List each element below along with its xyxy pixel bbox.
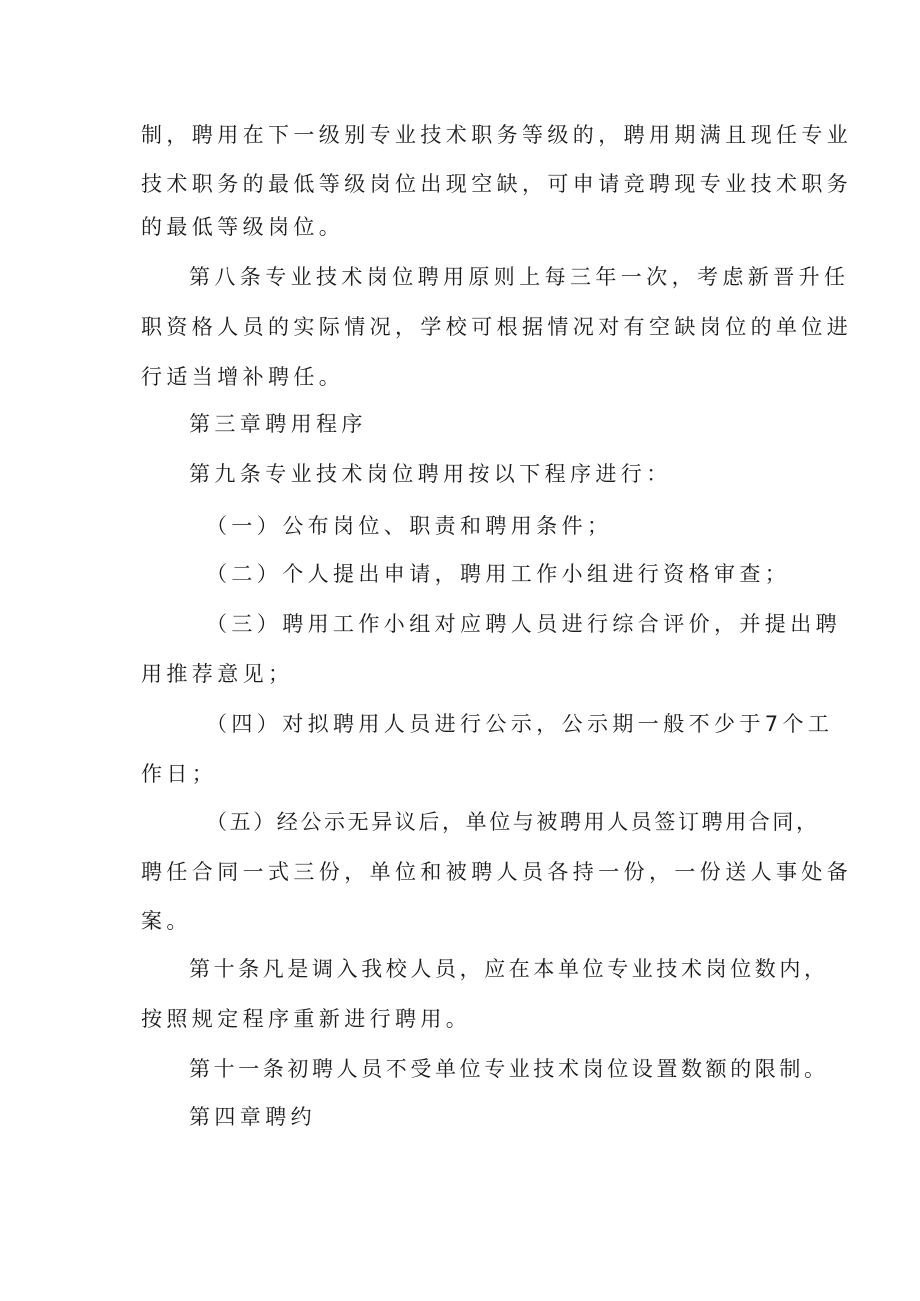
paragraph-line: 的最低等级岗位。 — [141, 215, 345, 239]
list-item-1: （一）公布岗位、职责和聘用条件； — [206, 514, 613, 538]
list-item-4: （四）对拟聘用人员进行公示，公示期一般不少于7个工 — [206, 712, 834, 736]
list-item-3: （三）聘用工作小组对应聘人员进行综合评价，并提出聘 — [206, 612, 841, 636]
article-11-line: 第十一条初聘人员不受单位专业技术岗位设置数额的限制。 — [189, 1057, 829, 1081]
article-10-line: 第十条凡是调入我校人员，应在本单位专业技术岗位数内， — [189, 957, 829, 981]
chapter-4-heading: 第四章聘约 — [189, 1105, 316, 1129]
list-item-2: （二）个人提出申请，聘用工作小组进行资格审查； — [206, 562, 791, 586]
paragraph-line: 制，聘用在下一级别专业技术职务等级的，聘用期满且现任专业 — [141, 123, 853, 147]
list-item-5: （五）经公示无异议后，单位与被聘用人员签订聘用合同， — [206, 810, 820, 834]
paragraph-line: 职资格人员的实际情况，学校可根据情况对有空缺岗位的单位进 — [141, 315, 853, 339]
paragraph-line: 作日； — [141, 762, 218, 786]
article-8-line: 第八条专业技术岗位聘用原则上每三年一次，考虑新晋升任 — [189, 265, 850, 289]
chapter-3-heading: 第三章聘用程序 — [189, 412, 367, 436]
paragraph-line: 案。 — [141, 909, 192, 933]
paragraph-line: 行适当增补聘任。 — [141, 365, 345, 389]
article-9-line: 第九条专业技术岗位聘用按以下程序进行： — [189, 462, 672, 486]
paragraph-line: 聘任合同一式三份，单位和被聘人员各持一份，一份送人事处备 — [141, 860, 853, 884]
paragraph-line: 用推荐意见； — [141, 662, 294, 686]
paragraph-line: 按照规定程序重新进行聘用。 — [141, 1007, 472, 1031]
paragraph-line: 技术职务的最低等级岗位出现空缺，可申请竞聘现专业技术职务 — [141, 172, 853, 196]
